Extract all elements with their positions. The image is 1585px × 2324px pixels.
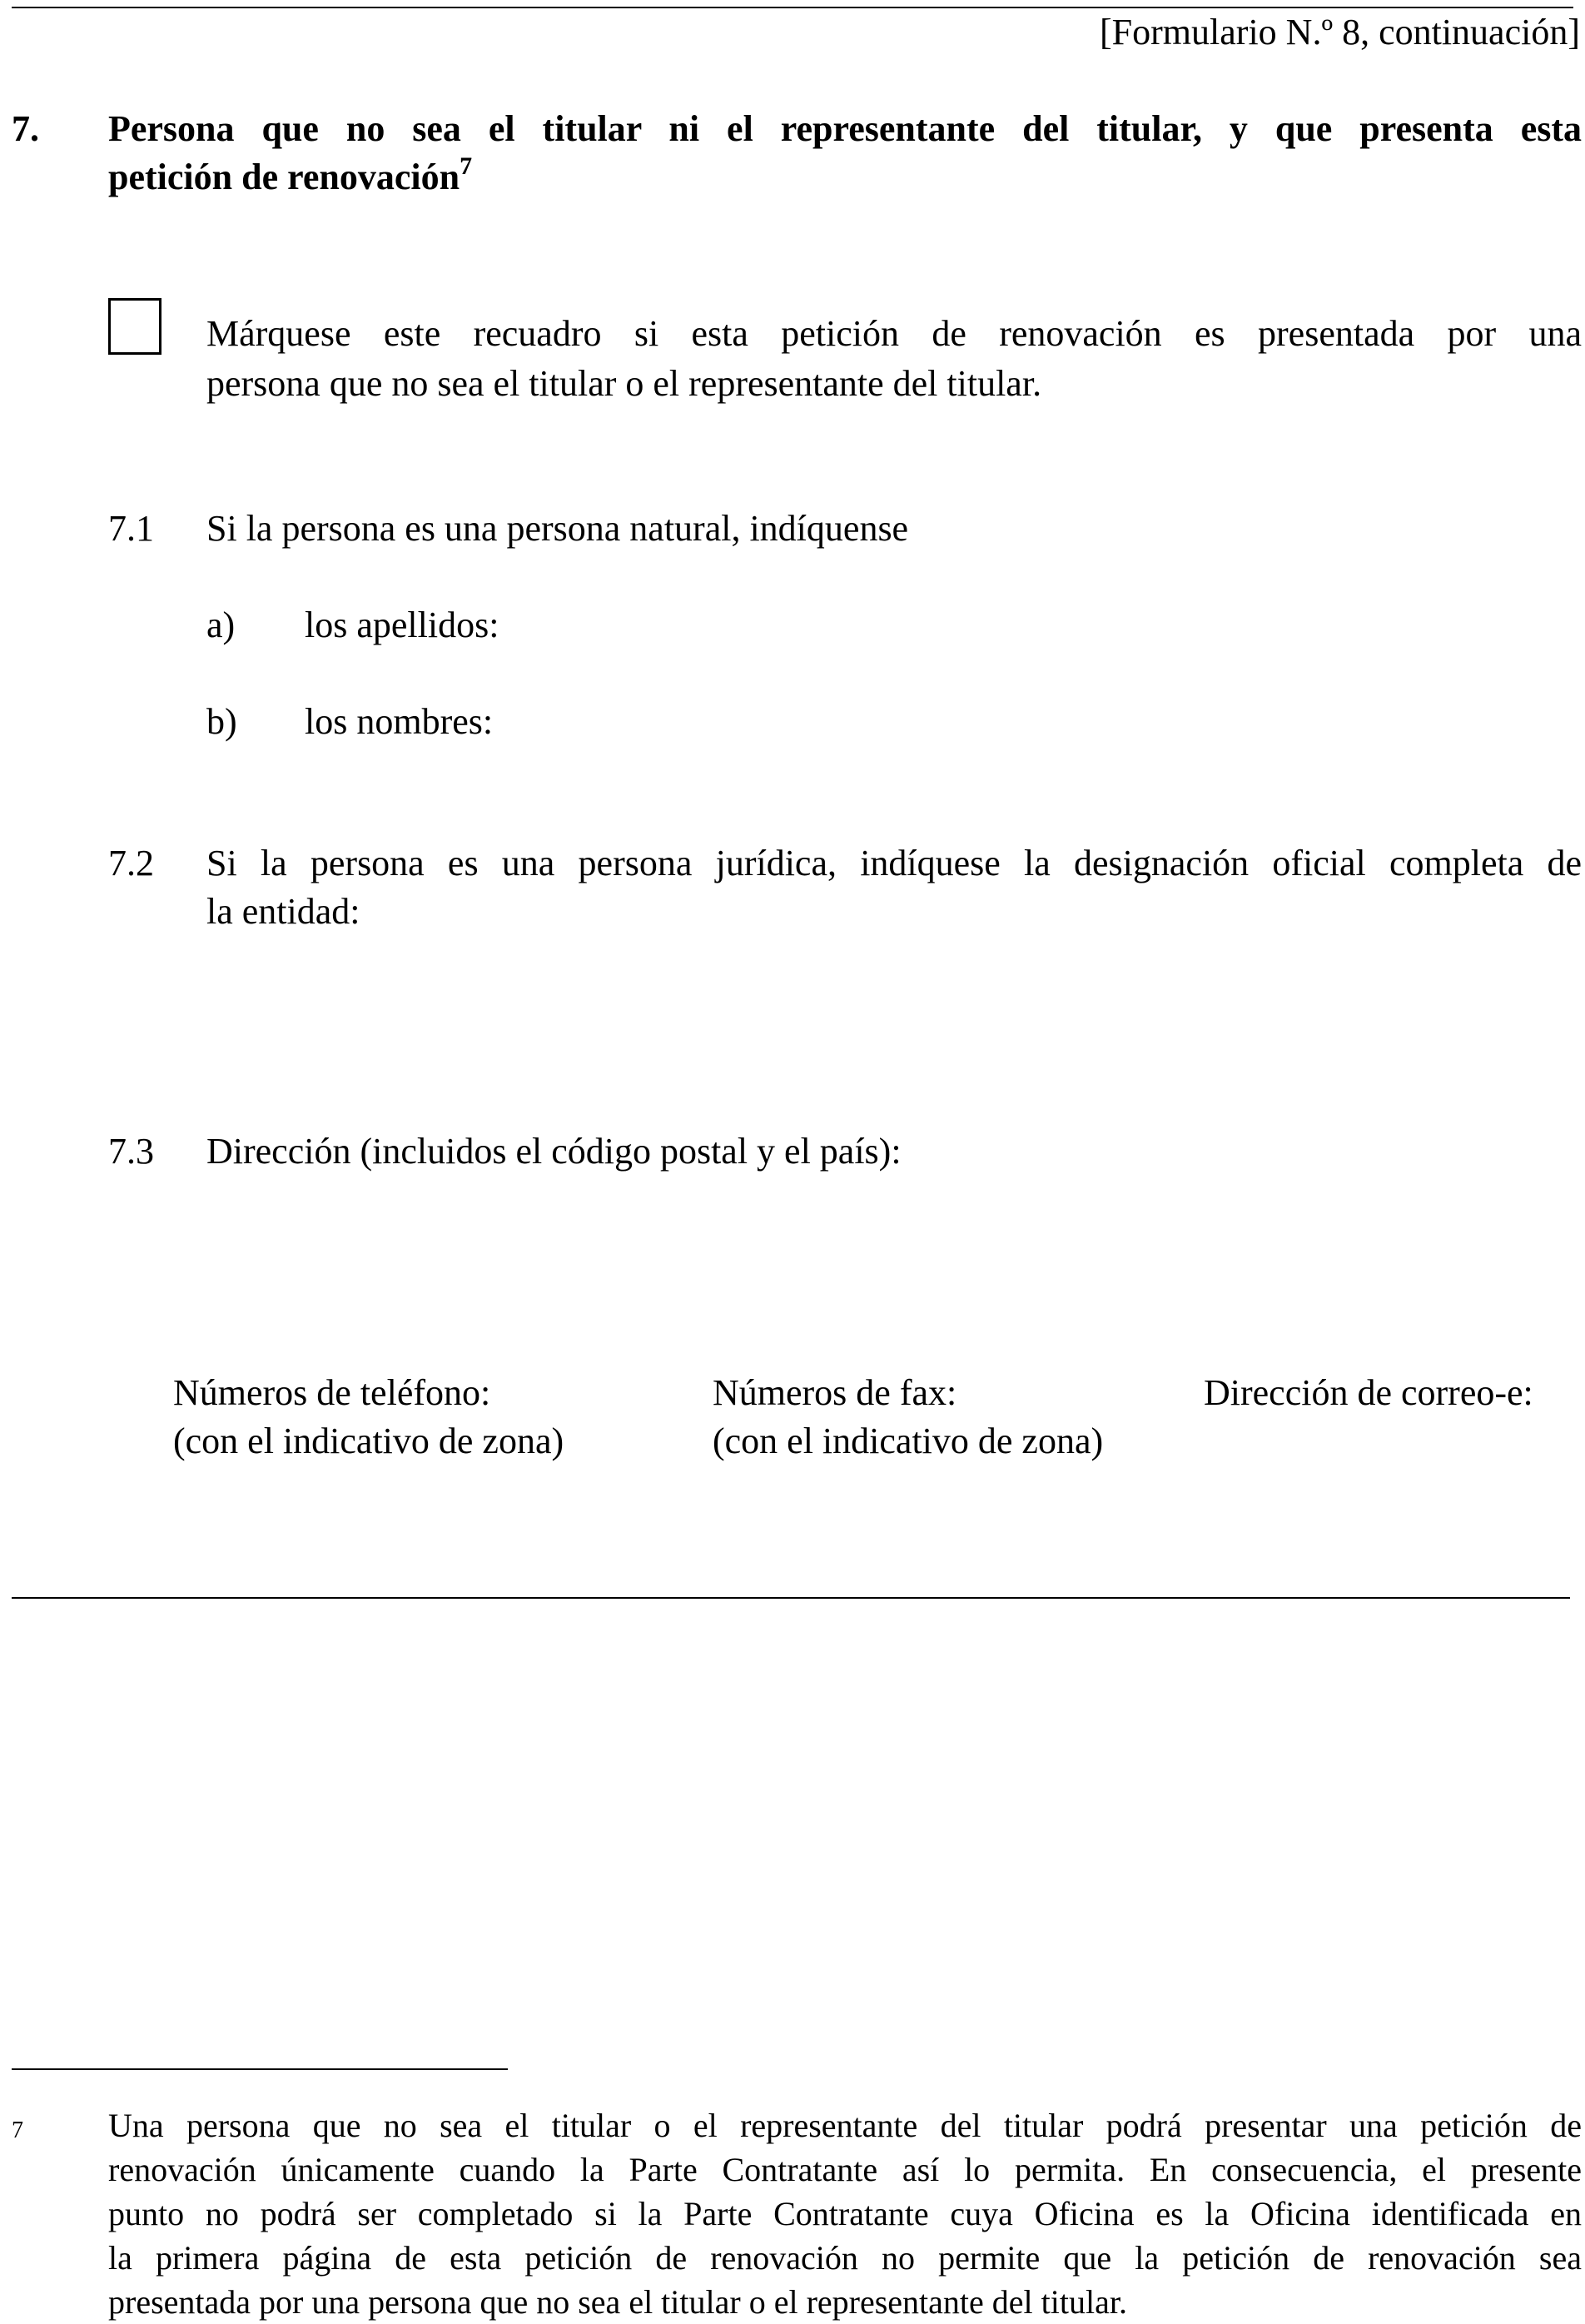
address-field[interactable] — [206, 1182, 1582, 1341]
item-7-3-number: 7.3 — [108, 1131, 154, 1172]
footnote-separator — [12, 2068, 508, 2070]
section-title-line2 — [108, 153, 472, 202]
footnote-marker: 7 — [12, 2117, 23, 2143]
form-continuation-header: [Formulario N.º 8, continuación] — [1100, 12, 1580, 52]
footnote-line4: la primera página de esta petición de renovación no permite que la petición de renovación sea — [108, 2239, 1582, 2277]
footnote-line2: renovación únicamente cuando la Parte Contratante así lo permita. En consecuencia, el presente — [108, 2151, 1582, 2188]
item-7-2-label-line2: la entidad: — [206, 891, 360, 932]
fax-label: Números de fax: — [713, 1372, 957, 1413]
entity-name-field[interactable] — [206, 941, 1582, 1107]
section-title-line1: Persona que no sea el titular ni el representante del titular, y que presenta esta — [108, 108, 1582, 149]
footnote-line3: punto no podrá ser completado si la Parte Contratante cuya Oficina es la Oficina identificada en — [108, 2195, 1582, 2232]
section-number: 7. — [12, 108, 39, 149]
item-7-1-number: 7.1 — [108, 508, 154, 549]
checkbox-label-line2: persona que no sea el titular o el representante del titular. — [206, 363, 1042, 404]
surnames-field[interactable] — [533, 601, 1532, 649]
item-7-1-a-label: los apellidos: — [305, 605, 499, 645]
item-7-2-label-line1: Si la persona es una persona jurídica, indíquese la designación oficial completa de — [206, 843, 1582, 883]
phone-note: (con el indicativo de zona) — [173, 1421, 564, 1461]
footnote-reference: 7 — [460, 152, 473, 180]
other-person-checkbox[interactable] — [108, 298, 161, 355]
item-7-1-b-marker: b) — [206, 701, 237, 742]
given-names-field[interactable] — [533, 698, 1532, 746]
item-7-3-label: Dirección (incluidos el código postal y el país): — [206, 1131, 902, 1172]
fax-note: (con el indicativo de zona) — [713, 1421, 1104, 1461]
footnote-line1: Una persona que no sea el titular o el representante del titular podrá presentar una petición de — [108, 2107, 1582, 2144]
item-7-1-b-label: los nombres: — [305, 701, 494, 742]
checkbox-label-line1: Márquese este recuadro si esta petición de renovación es presentada por una — [206, 313, 1582, 354]
section-bottom-rule — [12, 1597, 1570, 1599]
phone-label: Números de teléfono: — [173, 1372, 491, 1413]
footnote-text — [108, 2103, 1582, 2324]
item-7-1-a-marker: a) — [206, 605, 236, 645]
footnote-line5: presentada por una persona que no sea el titular o el representante del titular. — [108, 2283, 1127, 2321]
item-7-1-label: Si la persona es una persona natural, indíquense — [206, 508, 909, 549]
email-label: Dirección de correo-e: — [1204, 1372, 1533, 1413]
item-7-2-number: 7.2 — [108, 843, 154, 883]
section-title-text: petición de renovación — [108, 157, 460, 197]
